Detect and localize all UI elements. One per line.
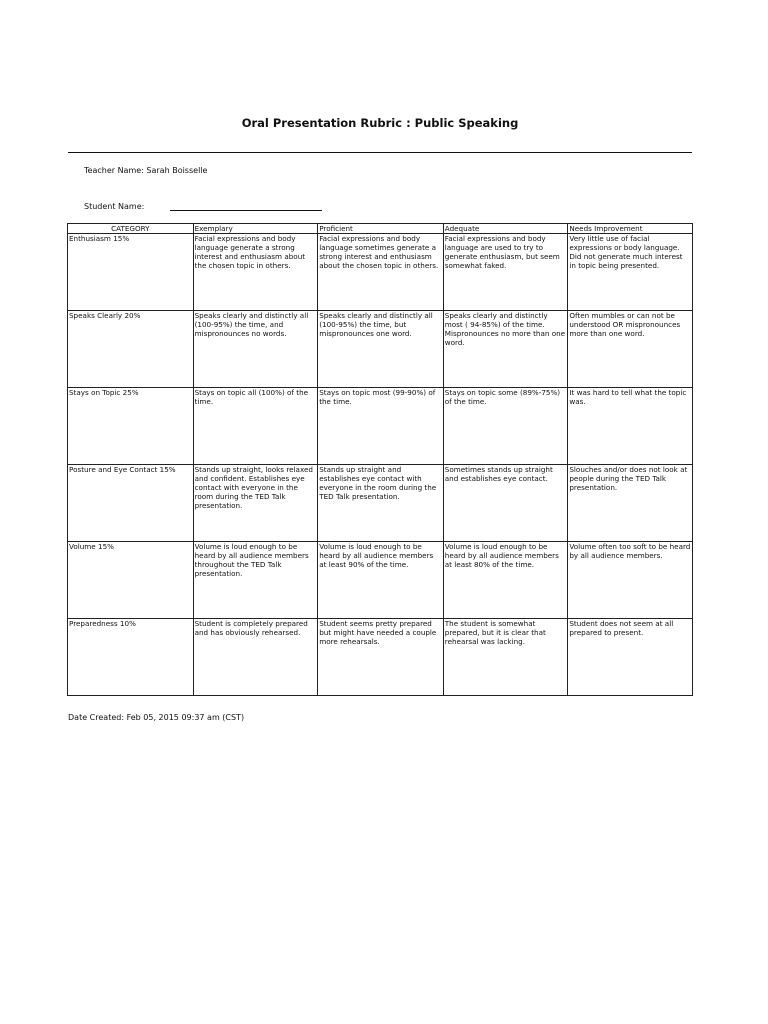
header-category: CATEGORY: [68, 224, 194, 234]
exemplary-cell: Speaks clearly and distinctly all (100-95%) the time, and mispronounces no words.: [193, 311, 318, 388]
proficient-cell: Volume is loud enough to be heard by all audience members at least 90% of the time.: [318, 542, 444, 619]
adequate-cell: Sometimes stands up straight and establishes eye contact.: [443, 465, 568, 542]
header-exemplary: Exemplary: [193, 224, 318, 234]
needs-improvement-cell: Volume often too soft to be heard by all audience members.: [568, 542, 693, 619]
adequate-cell: Facial expressions and body language are used to try to generate enthusiasm, but seem somewhat faked.: [443, 234, 568, 311]
proficient-cell: Stays on topic most (99-90%) of the time.: [318, 388, 444, 465]
exemplary-cell: Volume is loud enough to be heard by all audience members throughout the TED Talk presentation.: [193, 542, 318, 619]
table-row: [68, 465, 693, 542]
header-adequate: Adequate: [443, 224, 568, 234]
category-cell: Preparedness 10%: [68, 619, 194, 696]
category-cell: Speaks Clearly 20%: [68, 311, 194, 388]
proficient-cell: Facial expressions and body language sometimes generate a strong interest and enthusiasm about the chosen topic in others.: [318, 234, 444, 311]
category-cell: Posture and Eye Contact 15%: [68, 465, 194, 542]
student-name-label: Student Name:: [84, 202, 145, 211]
category-cell: Enthusiasm 15%: [68, 234, 194, 311]
exemplary-cell: Facial expressions and body language generate a strong interest and enthusiasm about the chosen topic in others.: [193, 234, 318, 311]
exemplary-cell: Stands up straight, looks relaxed and confident. Establishes eye contact with everyone in the room during the TED Talk presentation.: [193, 465, 318, 542]
adequate-cell: Volume is loud enough to be heard by all audience members at least 80% of the time.: [443, 542, 568, 619]
rubric-table: [67, 223, 693, 696]
category-cell: Volume 15%: [68, 542, 194, 619]
needs-improvement-cell: It was hard to tell what the topic was.: [568, 388, 693, 465]
table-row: [68, 542, 693, 619]
document-title: Oral Presentation Rubric : Public Speaking: [241, 116, 519, 130]
exemplary-cell: Student is completely prepared and has obviously rehearsed.: [193, 619, 318, 696]
date-created: Date Created: Feb 05, 2015 09:37 am (CST): [68, 713, 245, 722]
student-name-line: [84, 202, 322, 211]
rubric-header-row: [68, 224, 693, 234]
proficient-cell: Student seems pretty prepared but might have needed a couple more rehearsals.: [318, 619, 444, 696]
category-cell: Stays on Topic 25%: [68, 388, 194, 465]
teacher-name: Teacher Name: Sarah Boisselle: [84, 166, 208, 175]
needs-improvement-cell: Very little use of facial expressions or body language. Did not generate much interest in topic being presented.: [568, 234, 693, 311]
needs-improvement-cell: Slouches and/or does not look at people during the TED Talk presentation.: [568, 465, 693, 542]
needs-improvement-cell: Often mumbles or can not be understood OR mispronounces more than one word.: [568, 311, 693, 388]
student-name-blank: [170, 202, 322, 211]
table-row: [68, 388, 693, 465]
proficient-cell: Stands up straight and establishes eye contact with everyone in the room during the TED Talk presentation.: [318, 465, 444, 542]
exemplary-cell: Stays on topic all (100%) of the time.: [193, 388, 318, 465]
header-needs-improvement: Needs Improvement: [568, 224, 693, 234]
header-proficient: Proficient: [318, 224, 444, 234]
table-row: [68, 619, 693, 696]
adequate-cell: Stays on topic some (89%-75%) of the time.: [443, 388, 568, 465]
table-row: [68, 234, 693, 311]
title-divider: [68, 152, 692, 153]
adequate-cell: Speaks clearly and distinctly most ( 94-85%) of the time. Mispronounces no more than one word.: [443, 311, 568, 388]
table-row: [68, 311, 693, 388]
proficient-cell: Speaks clearly and distinctly all (100-95%) the time, but mispronounces one word.: [318, 311, 444, 388]
adequate-cell: The student is somewhat prepared, but it is clear that rehearsal was lacking.: [443, 619, 568, 696]
needs-improvement-cell: Student does not seem at all prepared to present.: [568, 619, 693, 696]
